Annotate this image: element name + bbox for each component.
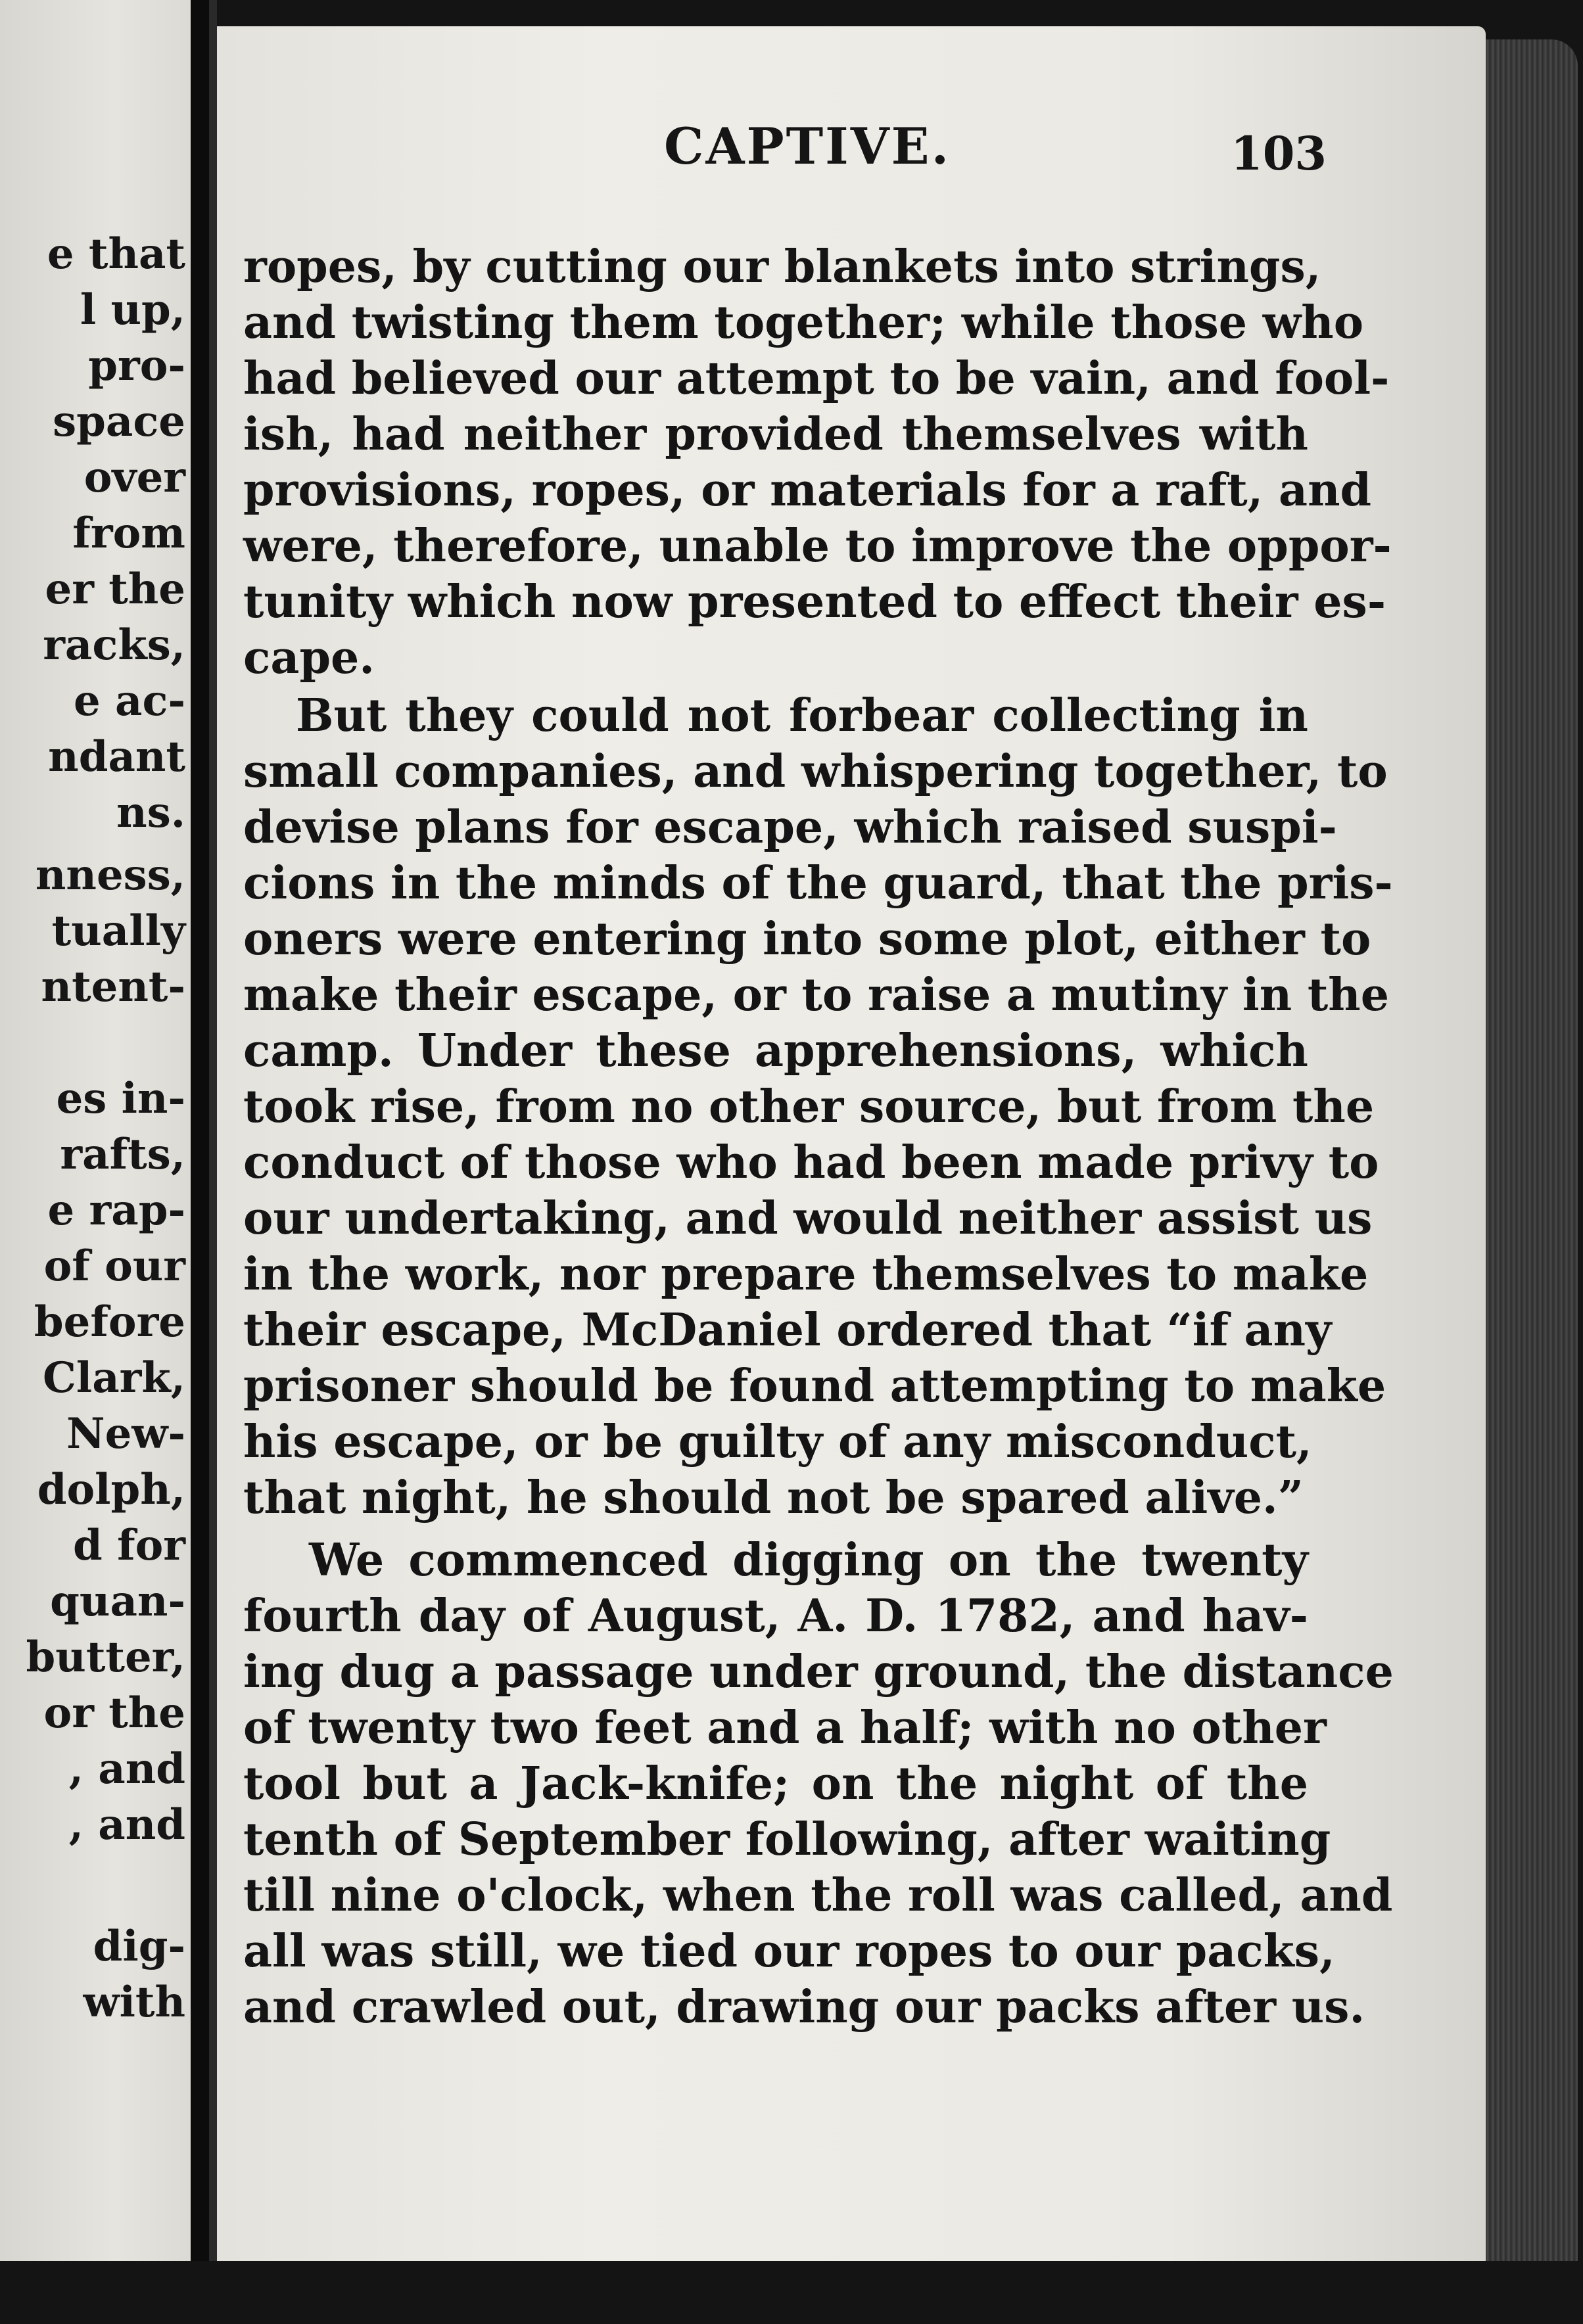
left-page-line: ntent- [41,962,185,1011]
body-line: that night, he should not be spared alive.” [243,1472,1304,1524]
body-line: tunity which now presented to effect their es- [243,576,1386,628]
left-page-line: , and [68,1744,185,1794]
running-head: CAPTIVE. [664,117,951,175]
body-line: But they could not forbear collecting in [296,689,1308,742]
left-page-line: e rap- [47,1186,185,1235]
body-line: and twisting them together; while those who [243,296,1364,349]
body-line: prisoner should be found attempting to make [243,1360,1386,1412]
page-edges [1479,39,1578,2274]
body-line: his escape, or be guilty of any misconduct, [243,1416,1312,1468]
body-line: tenth of September following, after waiting [243,1813,1331,1866]
body-line: their escape, McDaniel ordered that “if any [243,1304,1332,1357]
body-line: took rise, from no other source, but from the [243,1081,1375,1133]
left-page-line: pro- [88,341,185,390]
body-line: conduct of those who had been made privy to [243,1136,1379,1189]
page-number: 103 [1231,126,1327,181]
left-page-line: or the [43,1688,185,1738]
left-page-line: of our [43,1242,185,1291]
body-line: We commenced digging on the twenty [309,1534,1308,1587]
left-page-line: , and [68,1800,185,1849]
left-page-line: over [83,453,185,502]
body-line: and crawled out, drawing our packs after us. [243,1981,1365,2034]
left-page-line: l up, [80,285,185,335]
left-page-line: from [72,509,185,558]
left-page-line: space [53,397,185,446]
left-page-fragment [0,0,191,2324]
scan-bottom-edge [0,2261,1583,2324]
left-page-line: er the [45,565,185,614]
body-line: ing dug a passage under ground, the distance [243,1646,1394,1698]
body-line: till nine o'clock, when the roll was called, and [243,1869,1393,1922]
left-page-line: before [34,1297,185,1347]
body-line: cions in the minds of the guard, that the pris- [243,857,1393,910]
left-page-line: ndant [48,732,185,781]
body-line: fourth day of August, A. D. 1782, and hav- [243,1590,1308,1642]
body-line: provisions, ropes, or materials for a raft, and [243,464,1372,517]
body-line: cape. [243,632,375,684]
left-page-line: dolph, [37,1465,185,1514]
body-line: tool but a Jack-knife; on the night of the [243,1757,1308,1810]
left-page-line: with [83,1978,185,2027]
left-page-line: New- [66,1409,185,1458]
left-page-line: rafts, [60,1130,185,1179]
left-page-line: e ac- [74,676,185,726]
body-line: in the work, nor prepare themselves to make [243,1248,1369,1301]
gutter-gap [209,0,217,2324]
body-line: ish, had neither provided themselves with [243,408,1308,461]
body-line: devise plans for escape, which raised suspi- [243,801,1337,854]
left-page-line: d for [73,1521,185,1570]
body-line: make their escape, or to raise a mutiny in the [243,969,1389,1021]
left-page-line: dig- [93,1922,185,1971]
gutter-rule [191,0,209,2324]
left-page-line: butter, [26,1633,185,1682]
left-page-line: quan- [50,1577,185,1626]
left-page-line: nness, [35,850,185,900]
body-line: ropes, by cutting our blankets into strings, [243,241,1321,293]
left-page-line: e that [47,229,185,279]
body-line: oners were entering into some plot, either to [243,913,1371,965]
body-line: had believed our attempt to be vain, and fool- [243,352,1390,405]
body-line: all was still, we tied our ropes to our packs, [243,1925,1335,1978]
body-line: of twenty two feet and a half; with no other [243,1702,1327,1754]
left-page-line: Clark, [42,1353,185,1403]
left-page-line: racks, [43,620,185,670]
body-line: small companies, and whispering together, to [243,745,1388,798]
left-page-line: ns. [116,788,185,837]
body-line: our undertaking, and would neither assist us [243,1192,1373,1245]
body-line: were, therefore, unable to improve the oppor- [243,520,1392,572]
left-page-line: tually [51,906,185,956]
body-line: camp. Under these apprehensions, which [243,1025,1308,1077]
left-page-line: es in- [56,1074,185,1123]
